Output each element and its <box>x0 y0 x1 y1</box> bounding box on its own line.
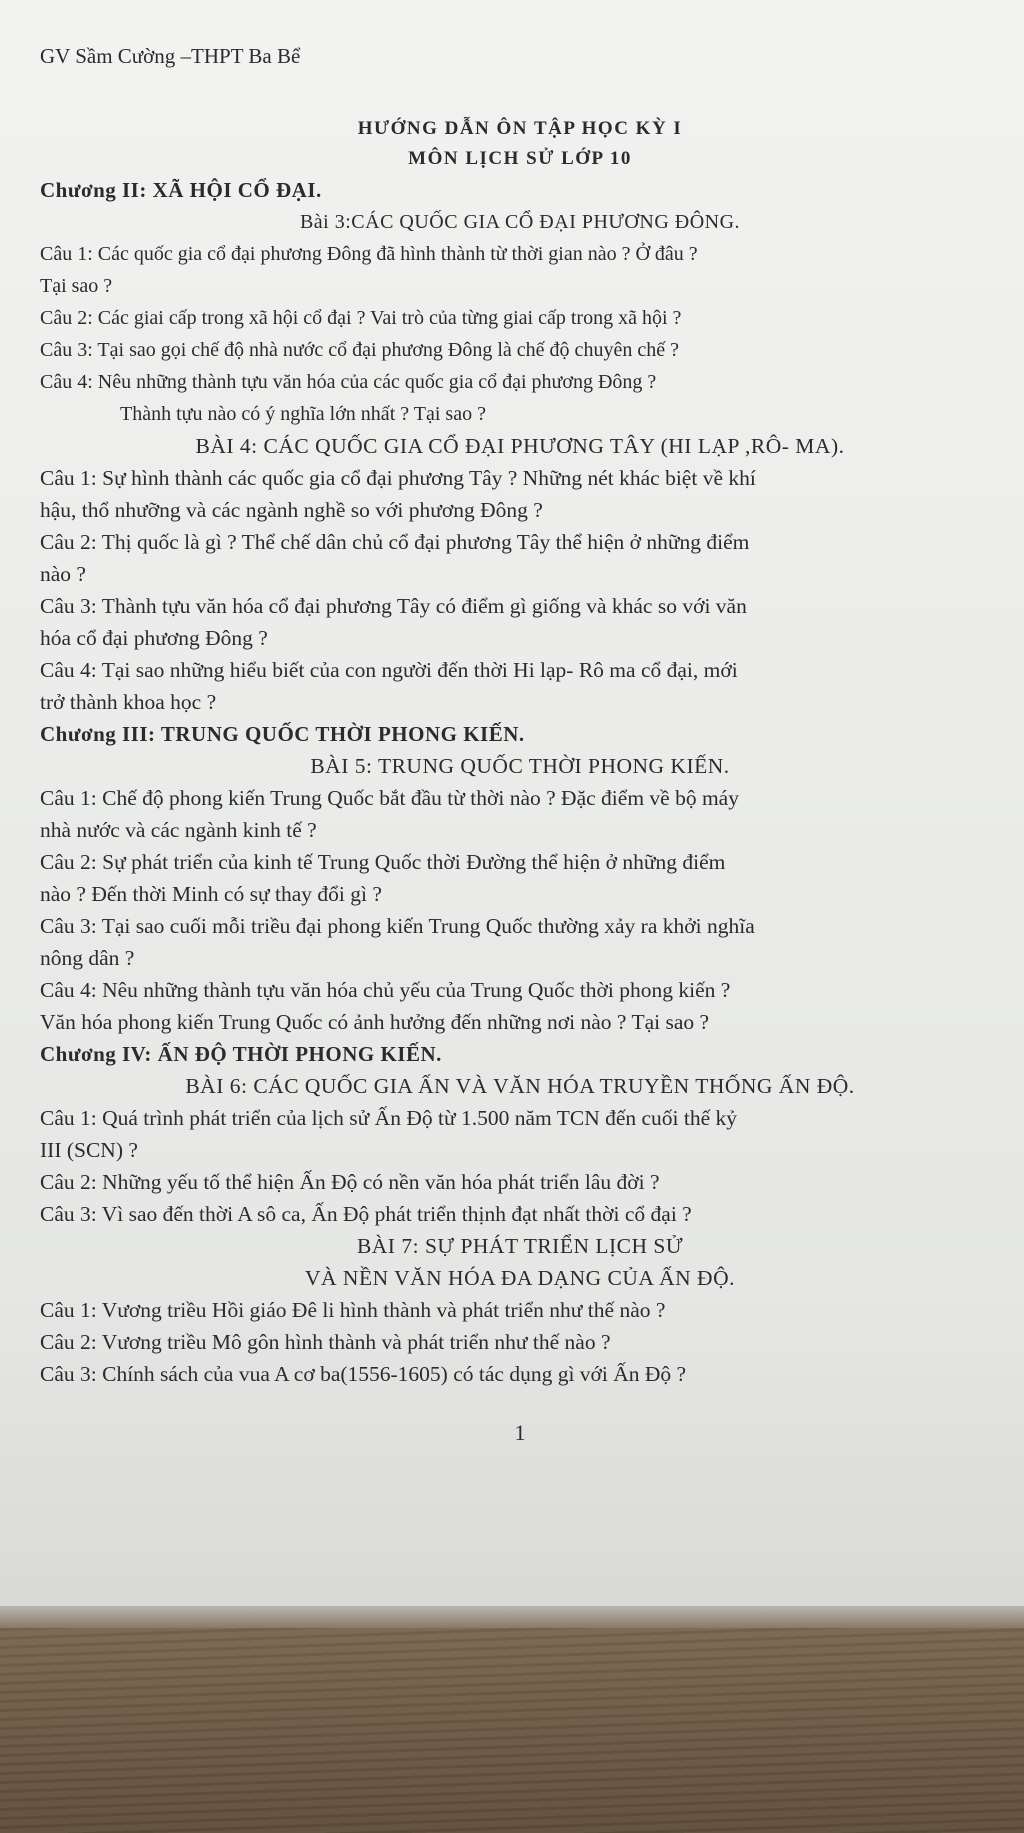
question-line: hậu, thổ nhưỡng và các ngành nghề so với phương Đông ? <box>40 498 543 522</box>
question-line: nông dân ? <box>40 946 135 970</box>
chapter-heading: Chương IV: ẤN ĐỘ THỜI PHONG KIẾN. <box>40 1042 442 1066</box>
question-line: Câu 3: Tại sao cuối mỗi triều đại phong kiến Trung Quốc thường xảy ra khởi nghĩa <box>40 914 755 938</box>
document-header: GV Sầm Cường –THPT Ba Bể <box>40 44 301 68</box>
question-line: nào ? Đến thời Minh có sự thay đổi gì ? <box>40 882 382 906</box>
document-subtitle: MÔN LỊCH SỬ LỚP 10 <box>408 148 632 169</box>
question-line: trở thành khoa học ? <box>40 690 217 714</box>
question-line: Câu 1: Quá trình phát triển của lịch sử Ấn Độ từ 1.500 năm TCN đến cuối thế kỷ <box>40 1106 738 1130</box>
question-line: nào ? <box>40 562 86 586</box>
question-line: Câu 3: Tại sao gọi chế độ nhà nước cổ đại phương Đông là chế độ chuyên chế ? <box>40 339 679 361</box>
lesson-heading: BÀI 4: CÁC QUỐC GIA CỔ ĐẠI PHƯƠNG TÂY (HI LẠP ,RÔ- MA). <box>195 434 845 458</box>
lesson-heading: BÀI 5: TRUNG QUỐC THỜI PHONG KIẾN. <box>310 754 730 778</box>
chapter-heading: Chương II: XÃ HỘI CỔ ĐẠI. <box>40 178 322 202</box>
page-number: 1 <box>514 1420 526 1445</box>
lesson-heading: BÀI 6: CÁC QUỐC GIA ẤN VÀ VĂN HÓA TRUYỀN THỐNG ẤN ĐỘ. <box>185 1074 855 1098</box>
question-line: hóa cổ đại phương Đông ? <box>40 626 268 650</box>
question-line: Câu 2: Những yếu tố thể hiện Ấn Độ có nền văn hóa phát triển lâu đời ? <box>40 1170 660 1194</box>
question-line: nhà nước và các ngành kinh tế ? <box>40 818 317 842</box>
question-line: Câu 1: Chế độ phong kiến Trung Quốc bắt đầu từ thời nào ? Đặc điểm về bộ máy <box>40 786 739 810</box>
chapter-heading: Chương III: TRUNG QUỐC THỜI PHONG KIẾN. <box>40 722 525 746</box>
question-line: Câu 3: Vì sao đến thời A sô ca, Ấn Độ phát triển thịnh đạt nhất thời cổ đại ? <box>40 1202 692 1226</box>
question-line: Câu 2: Vương triều Mô gôn hình thành và phát triển như thế nào ? <box>40 1330 611 1354</box>
question-line: Câu 3: Chính sách của vua A cơ ba(1556-1605) có tác dụng gì với Ấn Độ ? <box>40 1362 687 1386</box>
question-line: Câu 1: Vương triều Hồi giáo Đê li hình thành và phát triển như thế nào ? <box>40 1298 666 1322</box>
question-line: Câu 3: Thành tựu văn hóa cổ đại phương Tây có điểm gì giống và khác so với văn <box>40 594 747 618</box>
lesson-heading: BÀI 7: SỰ PHÁT TRIỂN LỊCH SỬ <box>356 1234 684 1258</box>
question-line: Câu 1: Các quốc gia cổ đại phương Đông đã hình thành từ thời gian nào ? Ở đâu ? <box>40 243 698 265</box>
question-line: III (SCN) ? <box>40 1138 138 1162</box>
lesson-heading: VÀ NỀN VĂN HÓA ĐA DẠNG CỦA ẤN ĐỘ. <box>305 1266 735 1290</box>
document-body <box>40 40 1000 1446</box>
paper-edge <box>0 1606 1024 1628</box>
question-line: Câu 1: Sự hình thành các quốc gia cổ đại phương Tây ? Những nét khác biệt về khí <box>40 466 756 490</box>
question-line: Câu 4: Tại sao những hiểu biết của con người đến thời Hi lạp- Rô ma cổ đại, mới <box>40 658 738 682</box>
question-line: Văn hóa phong kiến Trung Quốc có ảnh hưởng đến những nơi nào ? Tại sao ? <box>40 1010 710 1034</box>
question-line: Câu 2: Sự phát triển của kinh tế Trung Quốc thời Đường thể hiện ở những điểm <box>40 850 726 874</box>
question-line: Câu 4: Nêu những thành tựu văn hóa chủ yếu của Trung Quốc thời phong kiến ? <box>40 978 731 1002</box>
question-line: Tại sao ? <box>40 275 113 297</box>
document-title: HƯỚNG DẪN ÔN TẬP HỌC KỲ I <box>357 118 683 139</box>
question-line: Câu 2: Thị quốc là gì ? Thể chế dân chủ cổ đại phương Tây thể hiện ở những điểm <box>40 530 750 554</box>
wooden-table <box>0 1628 1024 1833</box>
question-line: Câu 4: Nêu những thành tựu văn hóa của các quốc gia cổ đại phương Đông ? <box>40 371 657 393</box>
question-line: Câu 2: Các giai cấp trong xã hội cổ đại ? Vai trò của từng giai cấp trong xã hội ? <box>40 307 682 329</box>
question-line: Thành tựu nào có ý nghĩa lớn nhất ? Tại sao ? <box>120 403 486 425</box>
lesson-heading: Bài 3:CÁC QUỐC GIA CỔ ĐẠI PHƯƠNG ĐÔNG. <box>299 211 741 233</box>
